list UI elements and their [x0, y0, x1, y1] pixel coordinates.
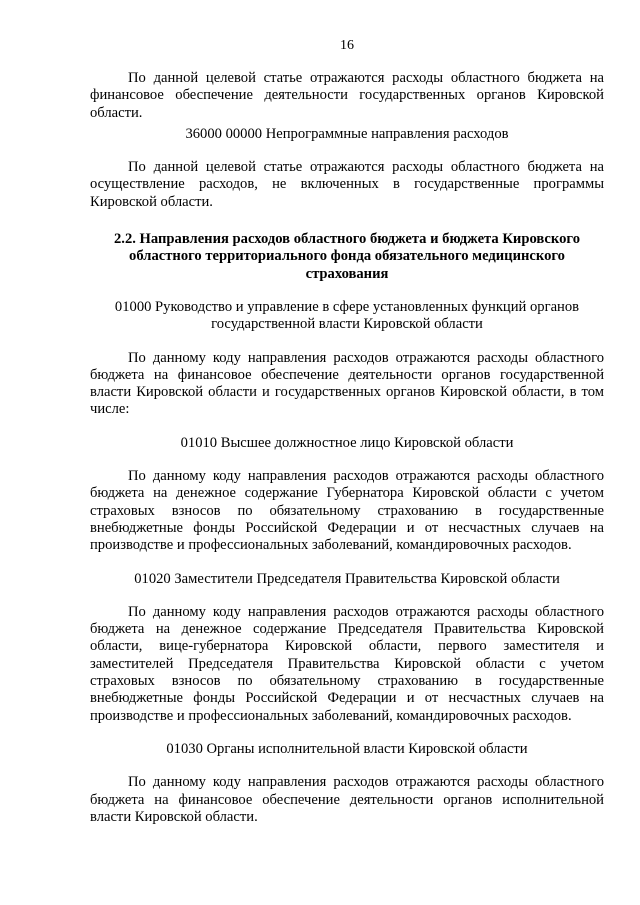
code-title-01020: 01020 Заместители Председателя Правительства Кировской области: [134, 570, 560, 587]
code-title-01030: 01030 Органы исполнительной власти Кировской области: [166, 740, 528, 757]
paragraph-code-01010: По данному коду направления расходов отражаются расходы областного бюджета на денежное содержание Губернатора Кировской области с учетом страховых взносов по обязательному страхованию в государственные внебюджетные фонды Российской Федерации и от несчастных случаев на производстве и профессиональных заболеваний, командировочных расходов.: [90, 468, 604, 554]
section-heading-2-2: 2.2. Направления расходов областного бюджета и бюджета Кировского областного территориального фонда обязательного медицинского страхования: [114, 231, 580, 282]
code-title-01010: 01010 Высшее должностное лицо Кировской области: [180, 434, 514, 451]
paragraph-target-article-non-program: По данной целевой статье отражаются расходы областного бюджета на осуществление расходов, не включенных в государственные программы Кировской области.: [90, 159, 604, 210]
code-title-36000: 36000 00000 Непрограммные направления расходов: [185, 125, 509, 142]
paragraph-code-01000: По данному коду направления расходов отражаются расходы областного бюджета на финансовое обеспечение деятельности органов государственной власти Кировской области и государственных органов Кировской области, в том числе:: [90, 349, 604, 418]
paragraph-code-01020: По данному коду направления расходов отражаются расходы областного бюджета на денежное содержание Председателя Правительства Кировской области, вице-губернатора Кировской области, первого заместителя и заместителей Председателя Правительства Кировской области с учетом страховых взносов по обязательному страхованию в государственные внебюджетные фонды Российской Федерации и от несчастных случаев на производстве и профессиональных заболеваний, командировочных расходов.: [90, 603, 604, 724]
page-number: 16: [340, 38, 354, 53]
paragraph-code-01030: По данному коду направления расходов отражаются расходы областного бюджета на финансовое обеспечение деятельности органов исполнительной власти Кировской области.: [90, 774, 604, 825]
paragraph-target-article-state-bodies: По данной целевой статье отражаются расходы областного бюджета на финансовое обеспечение деятельности государственных органов Кировской области.: [90, 70, 604, 121]
code-title-01000: 01000 Руководство и управление в сфере установленных функций органов государственной власти Кировской области: [114, 298, 580, 333]
